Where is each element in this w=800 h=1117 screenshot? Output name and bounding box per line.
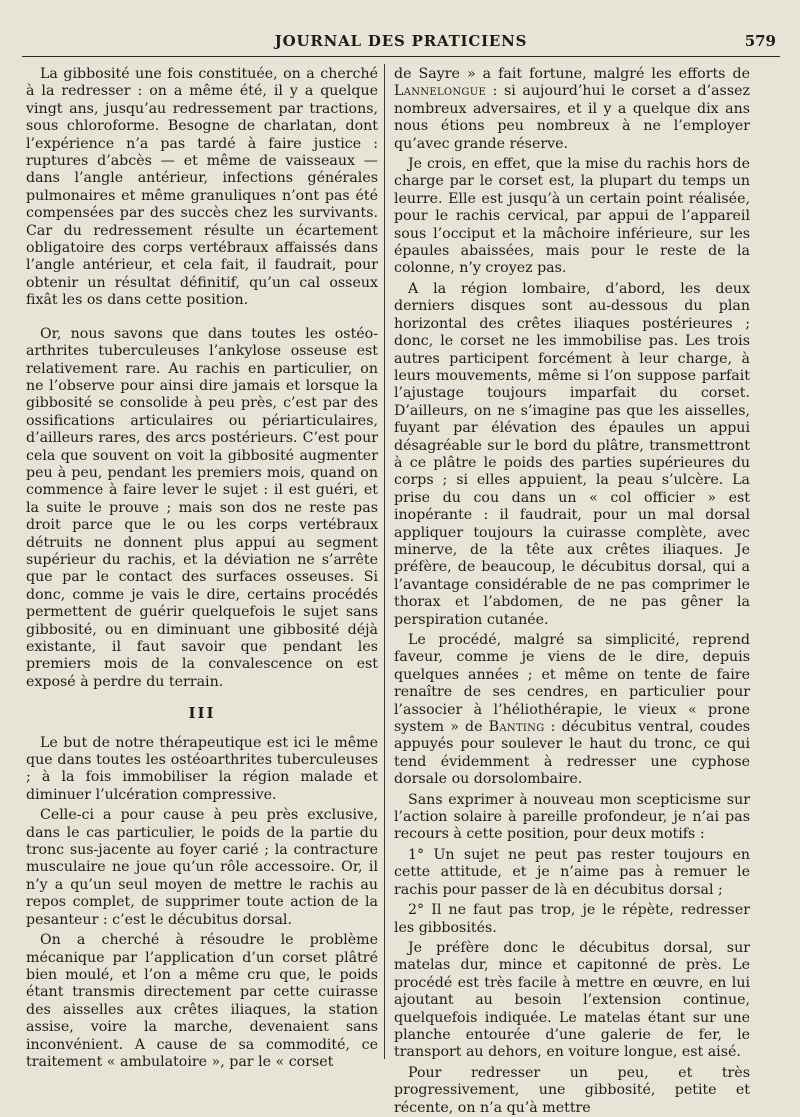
paragraph: La gibbosité une fois constituée, on a cherché à la redresser : on a même été, il y a quelque vingt ans, jusqu’au redressement par tractions, sous chloroforme. Besogne de charlatan, dont l’expérience n’a pas tardé à faire justice : ruptures d’abcès — et même de vaisseaux — dans l’angle antérieur, infections générales pulmonaires et même granuliques n’ont pas été compensées par des succès chez les survivants. Car du redressement résulte un écartement obligatoire des corps vertébraux affaissés dans l’angle antérieur, et cela fait, il faudrait, pour obtenir un résultat définitif, qu’un cal osseux fixât les os dans cette position. bbox=[26, 66, 378, 309]
running-header bbox=[22, 28, 780, 57]
paragraph: Je préfère donc le décubitus dorsal, sur matelas dur, mince et capitonné de près. Le procédé est très facile à mettre en œuvre, en lui ajoutant au besoin l’extension continue, quelquefois indiquée. Le matelas étant sur une planche entourée d’une galerie de fer, le transport au dehors, en voiture longue, est aisé. bbox=[394, 939, 750, 1061]
paragraph: Le but de notre thérapeutique est ici le même que dans toutes les ostéoarthrites tuberculeuses ; à la fois immobiliser la région malade et diminuer l’ulcération compressive. bbox=[26, 734, 378, 803]
paragraph: A la région lombaire, d’abord, les deux derniers disques sont au-dessous du plan horizontal des crêtes iliaques postérieures ; donc, le corset ne les immobilise pas. Les trois autres participent forcément à leur charge, à leurs mouvements, même si l’on suppose parfait l’ajustage toujours imparfait du corset. D’ailleurs, on ne s’imagine pas que les aisselles, fuyant par élévation des épaules un appui désagréable sur le bord du plâtre, transmettront à ce plâtre le poids des parties supérieures du corps ; si elles appuient, la peau s’ulcère. La prise du cou dans un « col officier » est inopérante : il faudrait, pour un mal dorsal appliquer toujours la cuirasse complète, avec minerve, de la tête aux crêtes iliaques. Je préfère, de beaucoup, le décubitus dorsal, qui a l’avantage considérable de ne pas comprimer le thorax et l’abdomen, de ne pas gêner la perspiration cutanée. bbox=[394, 280, 750, 628]
paragraph: Celle-ci a pour cause à peu près exclusive, dans le cas particulier, le poids de la partie du tronc sus-jacente au foyer carié ; la contracture musculaire ne joue qu’un rôle accessoire. Or, il n’y a qu’un seul moyen de mettre le rachis au repos complet, de supprimer toute action de la pesanteur : c’est le décubitus dorsal. bbox=[26, 807, 378, 928]
list-item: 1° Un sujet ne peut pas rester toujours en cette attitude, et je n’aime pas à remuer le rachis pour passer de là en décubitus dorsal ; bbox=[394, 846, 750, 898]
paragraph bbox=[394, 632, 750, 789]
text-run: de Sayre » a fait fortune, malgré les efforts de bbox=[394, 66, 750, 82]
text-run: : si aujourd’hui le corset a d’assez nombreux adversaires, et il y a quelque dix ans nous étions peu nombreux à ne l’employer qu’avec grande réserve. bbox=[394, 83, 750, 152]
paragraph: Sans exprimer à nouveau mon scepticisme sur l’action solaire à pareille profondeur, je n’ai pas recours à cette position, pour deux motifs : bbox=[394, 791, 750, 843]
page-number: 579 bbox=[744, 32, 776, 50]
section-heading: III bbox=[188, 704, 216, 723]
left-column bbox=[26, 66, 378, 1071]
journal-title: JOURNAL DES PRATICIENS bbox=[274, 32, 528, 50]
paragraph: Or, nous savons que dans toutes les ostéo-arthrites tuberculeuses l’ankylose osseuse est relativement rare. Au rachis en particulier, on ne l’observe pour ainsi dire jamais et lorsque la gibbosité se consolide à peu près, c’est par des ossifications articulaires ou périarticulaires, d’ailleurs rares, des arcs postérieurs. C’est pour cela que souvent on voit la gibbosité augmenter peu à peu, pendant les premiers mois, quand on commence à faire lever le sujet : il est guéri, et la suite le prouve ; mais son dos ne reste pas droit parce que le ou les corps vertébraux détruits ne donnent plus appui au segment supérieur du rachis, et la déviation ne s’arrête que par le contact des surfaces osseuses. Si donc, comme je vais le dire, certains procédés permettent de guérir quelquefois le sujet sans gibbosité, ou en diminuant une gibbosité déjà existante, il faut savoir que pendant les premiers mois de la convalescence on est exposé à perdre du terrain. bbox=[26, 325, 378, 690]
author-name: Banting bbox=[488, 719, 545, 736]
paragraph: Je crois, en effet, que la mise du rachis hors de charge par le corset est, la plupart du temps un leurre. Elle est jusqu’à un certain point réalisée, pour le rachis cervical, par appui de l’appareil sous l’occiput et la mâchoire inférieure, sur les épaules abaissées, mais pour le reste de la colonne, n’y croyez pas. bbox=[394, 156, 750, 277]
text-run: : décubitus ventral, coudes appuyés pour soulever le haut du tronc, ce qui tend évidemment à redresser une cyphose dorsale ou dorsolombaire. bbox=[394, 719, 750, 788]
list-item: 2° Il ne faut pas trop, je le répète, redresser les gibbosités. bbox=[394, 902, 750, 936]
paragraph: Pour redresser un peu, et très progressivement, une gibbosité, petite et récente, on n’a qu’à mettre bbox=[394, 1064, 750, 1116]
author-name: Lannelongue bbox=[394, 83, 487, 100]
paragraph bbox=[394, 66, 750, 153]
text-run: Le procédé, malgré sa simplicité, reprend faveur, comme je viens de le dire, depuis quelques années ; et même on tente de faire renaître de ses cendres, en particulier pour l’associer à l’héliothérapie, le vieux « prone system » de bbox=[394, 632, 750, 736]
column-divider bbox=[384, 64, 385, 1059]
right-column bbox=[394, 66, 750, 1117]
paragraph: On a cherché à résoudre le problème mécanique par l’application d’un corset plâtré bien moulé, et l’on a même cru que, le poids étant transmis directement par cette cuirasse des aisselles aux crêtes iliaques, la station assise, voire la marche, devenaient sans inconvénient. A cause de sa commodité, ce traitement « ambulatoire », par le « corset bbox=[26, 932, 378, 1070]
